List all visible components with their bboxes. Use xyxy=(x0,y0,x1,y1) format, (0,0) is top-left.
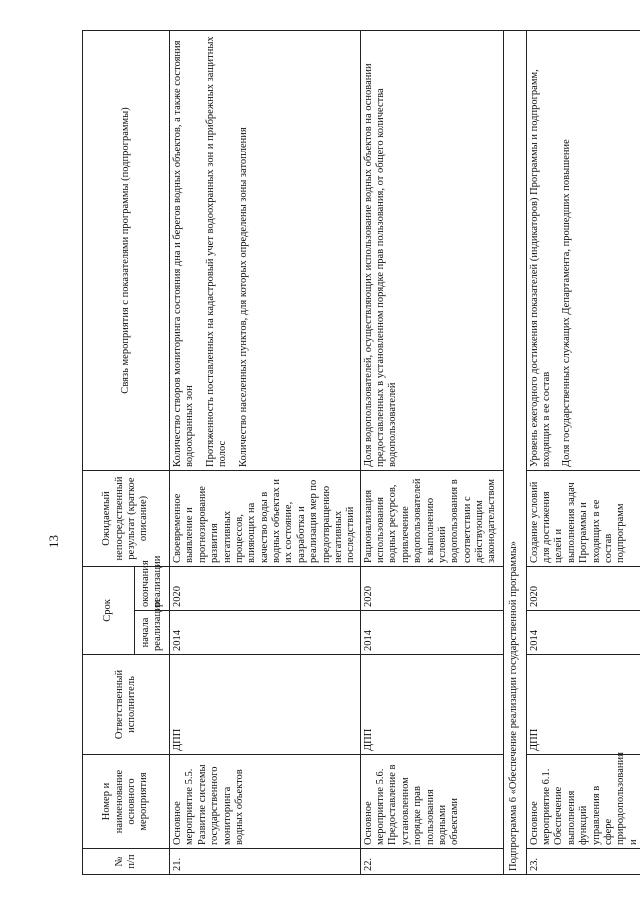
link-item: Количество населенных пунктов, для которых определены зоны затопления xyxy=(237,127,249,467)
row-result: Своевременное выявление и прогнозирование развития негативных процессов, влияющих на качество воды в водных объектах и их состояние, разработка и реализация мер по предотвращению негативных последствий xyxy=(170,470,361,566)
row-num: 21. xyxy=(170,849,361,875)
table-row xyxy=(170,31,361,875)
header-start: начала реализации xyxy=(135,611,170,655)
row-end: 2020 xyxy=(360,566,503,610)
measures-table xyxy=(82,30,640,875)
row-num: 23. xyxy=(526,849,640,875)
header-link: Связь мероприятия с показателями программы (подпрограммы) xyxy=(83,31,170,471)
row-num: 22. xyxy=(360,849,503,875)
section-row xyxy=(503,31,526,875)
header-executor: Ответственный исполнитель xyxy=(83,655,170,755)
row-result: Рационализация использования водных ресурсов, привлечение водопользователей к выполнению условий водопользования в соответствии с действующим законодательством xyxy=(360,470,503,566)
row-link xyxy=(526,31,640,471)
link-item: Доля государственных служащих Департамента, прошедших повышение xyxy=(561,139,573,467)
header-end: окончания реализации xyxy=(135,566,170,610)
row-end: 2020 xyxy=(170,566,361,610)
row-executor: ДПП xyxy=(360,655,503,755)
row-link xyxy=(170,31,361,471)
header-name: Номер и наименование основного мероприятия xyxy=(83,755,170,849)
row-link xyxy=(360,31,503,471)
rotated-table-container xyxy=(82,30,640,875)
row-name: Основное мероприятие 5.6. Предоставление в установленном порядке прав пользования водными объектами xyxy=(360,755,503,849)
link-item: Количество створов мониторинга состояния дна и берегов водных объектов, а также состояния водоохранных зон xyxy=(172,40,196,467)
section-title: Подпрограмма 6 «Обеспечение реализации государственной программы» xyxy=(503,31,526,875)
table-row xyxy=(526,31,640,875)
page-number: 13 xyxy=(46,535,61,548)
row-executor: ДПП xyxy=(526,655,640,755)
row-start: 2014 xyxy=(170,611,361,655)
header-term: Срок xyxy=(83,566,135,654)
header-num: № п/п xyxy=(83,849,170,875)
link-item: Доля водопользователей, осуществляющих использование водных объектов на основании предоставленных в установленном порядке прав пользования, от общего количества водопользователей xyxy=(362,63,399,467)
table-row xyxy=(360,31,503,875)
row-executor: ДПП xyxy=(170,655,361,755)
header-result: Ожидаемый непосредственный результат (краткое описание) xyxy=(83,470,170,566)
row-result: Создание условий для достижения целей и выполнения задач Программы и входящих в ее состав подпрограмм xyxy=(526,470,640,566)
link-item: Протяженность поставленных на кадастровый учет водоохранных зон и прибрежных защитных полос xyxy=(204,36,229,467)
link-item: Уровень ежегодного достижения показателей (индикаторов) Программы и подпрограмм, входящих в ее состав xyxy=(528,69,552,467)
row-start: 2014 xyxy=(526,611,640,655)
row-end: 2020 xyxy=(526,566,640,610)
row-start: 2014 xyxy=(360,611,503,655)
row-name: Основное мероприятие 6.1. Обеспечение выполнения функций управления в сфере природопользования и xyxy=(526,755,640,849)
row-name: Основное мероприятие 5.5. Развитие системы государственного мониторинга водных объектов xyxy=(170,755,361,849)
